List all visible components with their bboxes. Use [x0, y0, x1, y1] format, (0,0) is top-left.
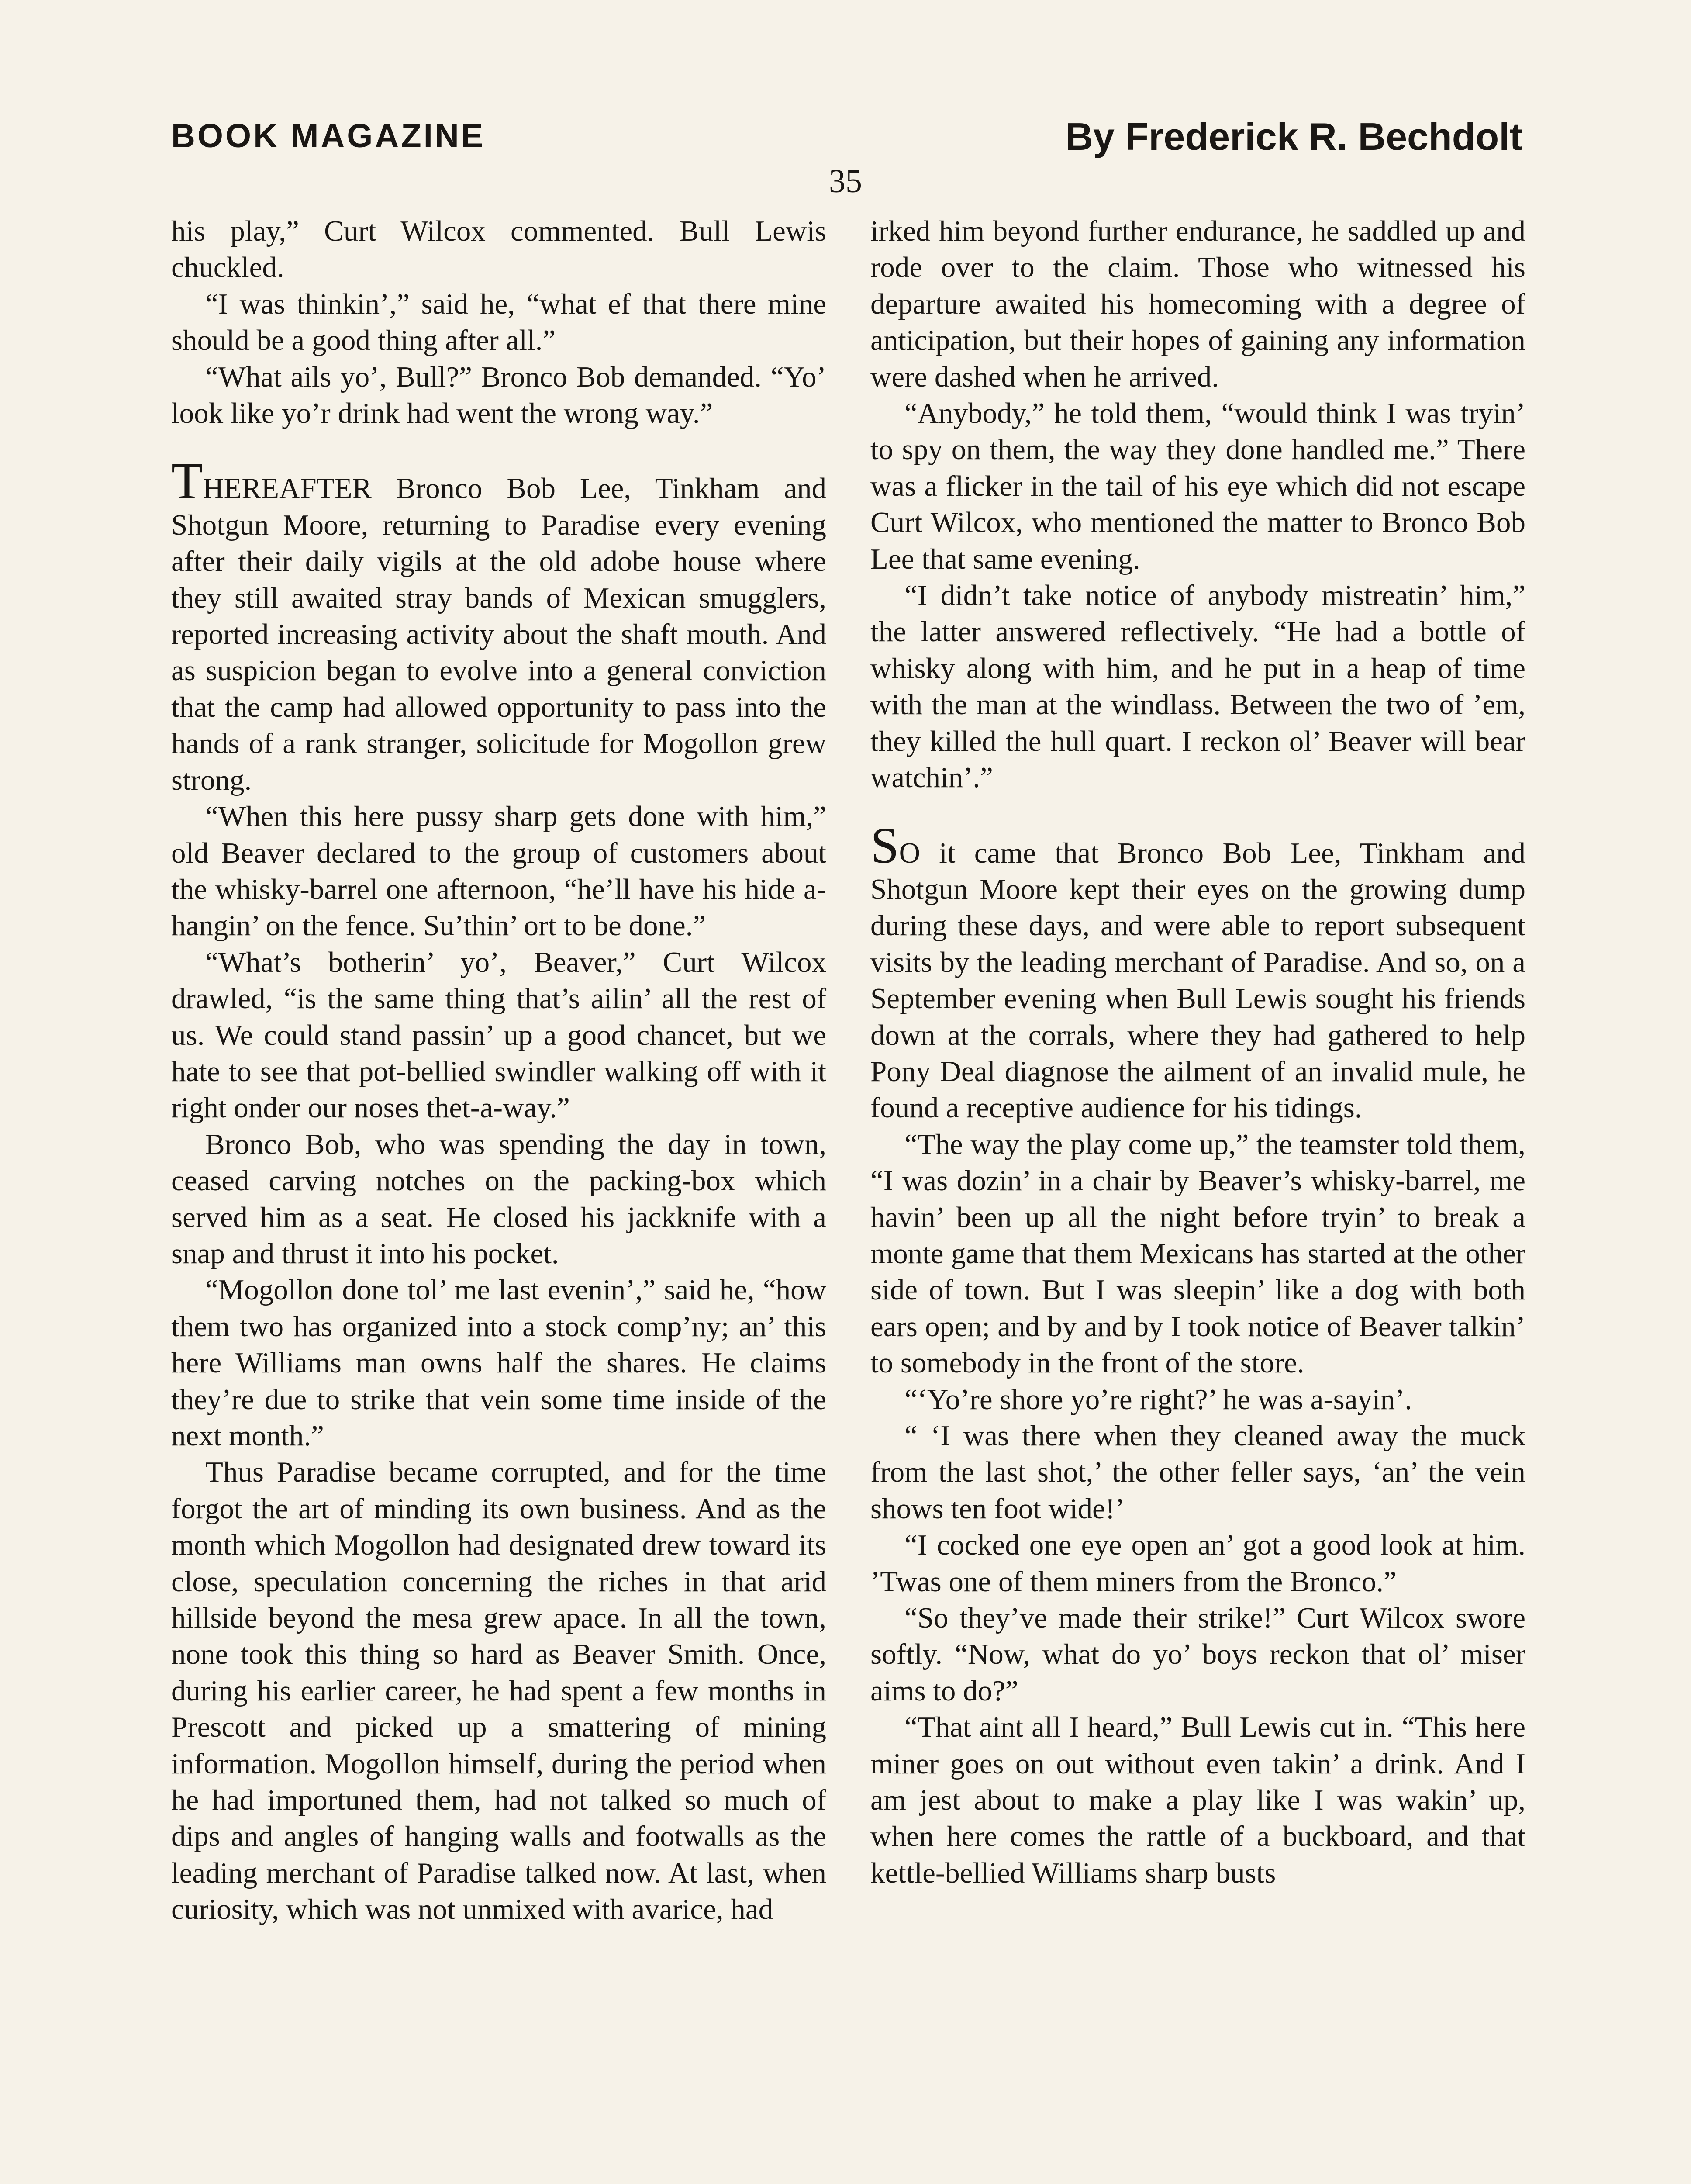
paragraph: “Anybody,” he told them, “would think I was tryin’ to spy on them, the way they done handled me.” There was a flicker in the tail of his eye which did not escape Curt Wilcox, who mentioned the matter to Bronco Bob Lee that same evening.: [870, 397, 1525, 575]
section-paragraph: [171, 452, 826, 798]
paragraph: “‘Yo’re shore yo’re right?’ he was a-sayin’.: [904, 1383, 1412, 1416]
paragraph: irked him beyond further endurance, he saddled up and rode over to the claim. Those who witnessed his departure awaited his homecoming with a degree of anticipation, but their hopes of gaining any information were dashed when he arrived.: [870, 215, 1525, 393]
paragraph: “I was thinkin’,” said he, “what ef that there mine should be a good thing after all.”: [171, 287, 826, 357]
paragraph: Bronco Bob, who was spending the day in town, ceased carving notches on the packing-box which served him as a seat. He closed his jackknife with a snap and thrust it into his pocket.: [171, 1128, 826, 1270]
paragraph: “That aint all I heard,” Bull Lewis cut in. “This here miner goes on out without even takin’ a drink. And I am jest about to make a play like I was wakin’ up, when here comes the rattle of a buckboard, and that kettle-bellied Williams sharp busts: [870, 1711, 1525, 1889]
paragraph: his play,” Curt Wilcox commented. Bull Lewis chuckled.: [171, 215, 826, 284]
paragraph: “I cocked one eye open an’ got a good look at him. ’Twas one of them miners from the Bronco.”: [870, 1529, 1525, 1598]
right-column: [870, 213, 1525, 1891]
section-paragraph: [870, 816, 1525, 1127]
paragraph: “Mogollon done tol’ me last evenin’,” said he, “how them two has organized into a stock comp’ny; an’ this here Williams man owns half the shares. He claims they’re due to strike that vein some time inside of the next month.”: [171, 1274, 826, 1452]
paragraph: “What’s botherin’ yo’, Beaver,” Curt Wilcox drawled, “is the same thing that’s ailin’ all the rest of us. We could stand passin’ up a good chancet, but we hate to see that pot-bellied swindler walking off with it right onder our noses thet-a-way.”: [171, 946, 826, 1124]
paragraph: “When this here pussy sharp gets done with him,” old Beaver declared to the group of customers about the whisky-barrel one afternoon, “he’ll have his hide a-hangin’ on the fence. Su’thin’ ort to be done.”: [171, 800, 826, 942]
left-column: [171, 213, 826, 1928]
magazine-title: BOOK MAGAZINE: [171, 117, 486, 155]
paragraph: “ ‘I was there when they cleaned away the muck from the last shot,’ the other feller says, ‘an’ the vein shows ten foot wide!’: [870, 1420, 1525, 1525]
paragraph: “The way the play come up,” the teamster told them, “I was dozin’ in a chair by Beaver’s whisky-barrel, me havin’ been up all the night before tryin’ to break a monte game that them Mexicans has started at the other side of town. But I was sleepin’ like a dog with both ears open; and by and by I took notice of Beaver talkin’ to somebody in the front of the store.: [870, 1128, 1525, 1379]
paragraph: “What ails yo’, Bull?” Bronco Bob demanded. “Yo’ look like yo’r drink had went the wrong way.”: [171, 360, 826, 430]
paragraph: “I didn’t take notice of anybody mistreatin’ him,” the latter answered reflectively. “He had a bottle of whisky along with him, and he put in a heap of time with the man at the windlass. Between the two of ’em, they killed the hull quart. I reckon ol’ Beaver will bear watchin’.”: [870, 579, 1525, 794]
paragraph: “So they’ve made their strike!” Curt Wilcox swore softly. “Now, what do yo’ boys reckon that ol’ miser aims to do?”: [870, 1602, 1525, 1707]
paragraph: Thus Paradise became corrupted, and for the time forgot the art of minding its own business. And as the month which Mogollon had designated drew toward its close, speculation concerning the riches in that arid hillside beyond the mesa grew apace. In all the town, none took this thing so hard as Beaver Smith. Once, during his earlier career, he had spent a few months in Prescott and picked up a smattering of mining information. Mogollon himself, during the period when he had importuned them, had not talked so much of dips and angles of hanging walls and footwalls as the leading merchant of Paradise talked now. At last, when curiosity, which was not unmixed with avarice, had: [171, 1456, 826, 1926]
paragraph-text: HEREAFTER Bronco Bob Lee, Tinkham and Shotgun Moore, returning to Paradise every evening after their daily vigils at the old adobe house where they still awaited stray bands of Mexican smugglers, reported increasing activity about the shaft mouth. And as suspicion began to evolve into a general conviction that the camp had allowed opportunity to pass into the hands of a rank stranger, solicitude for Mogollon grew strong.: [171, 472, 826, 796]
paragraph-text: O it came that Bronco Bob Lee, Tinkham and Shotgun Moore kept their eyes on the growing dump during these days, and were able to report subsequent visits by the leading merchant of Paradise. And so, on a September evening when Bull Lewis sought his friends down at the corrals, where they had gathered to help Pony Deal diagnose the ailment of an invalid mule, he found a receptive audience for his tidings.: [870, 836, 1525, 1124]
drop-cap: S: [870, 816, 899, 874]
author-byline: By Frederick R. Bechdolt: [1065, 115, 1522, 158]
page-number: 35: [829, 163, 862, 200]
drop-cap: T: [171, 452, 203, 510]
